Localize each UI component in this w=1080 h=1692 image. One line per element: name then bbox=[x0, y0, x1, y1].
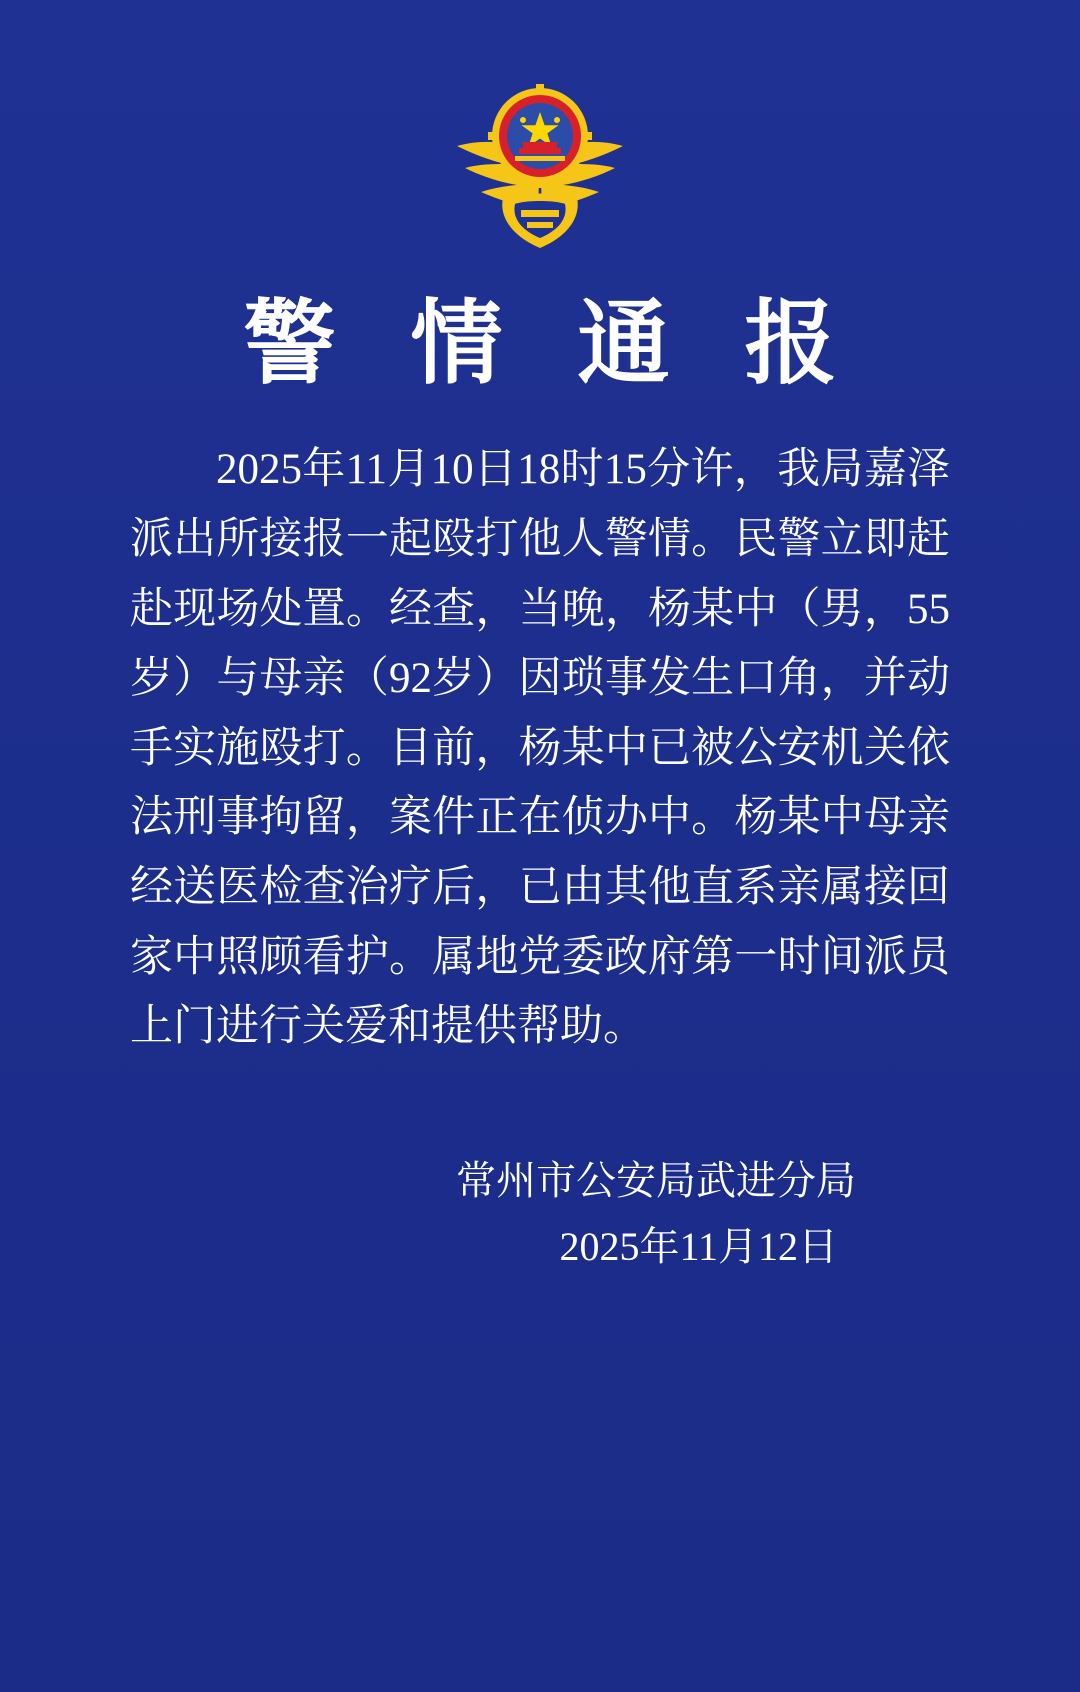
issue-date: 2025年11月12日 bbox=[559, 1224, 838, 1270]
issuing-authority: 常州市公安局武进分局 bbox=[456, 1158, 856, 1204]
china-police-badge-icon bbox=[435, 80, 645, 260]
signature-block bbox=[56, 1148, 1024, 1280]
notice-body: 2025年11月10日18时15分许，我局嘉泽派出所接报一起殴打他人警情。民警立即赶赴现场处置。经查，当晚，杨某中（男，55岁）与母亲（92岁）因琐事发生口角，并动手实施殴打。目前，杨某中已被公安机关依法刑事拘留，案件正在侦办中。杨某中母亲经送医检查治疗后，已由其他直系亲属接回家中照顾看护。属地党委政府第一时间派员上门进行关爱和提供帮助。 bbox=[130, 446, 950, 1051]
emblem-container bbox=[56, 0, 1024, 260]
page-title: 警 情 通 报 bbox=[243, 293, 863, 395]
